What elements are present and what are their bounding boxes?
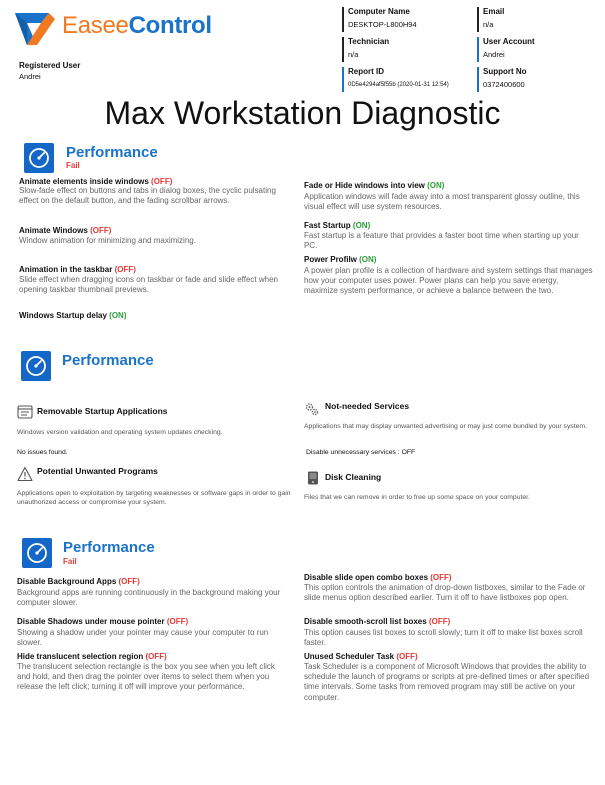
status-off: (OFF) <box>396 652 418 661</box>
warning-icon <box>17 466 33 482</box>
status-off: (OFF) <box>430 573 452 582</box>
speedometer-icon <box>21 351 51 381</box>
status-off: (OFF) <box>166 617 189 626</box>
page-title: Max Workstation Diagnostic <box>104 95 501 131</box>
item-name: Fade or Hide windows into view <box>304 181 425 190</box>
removable-startup-note: No issues found. <box>17 449 68 456</box>
item-desc: Window animation for minimizing and maximizing. <box>19 236 196 245</box>
item-name: Disable smooth-scroll list boxes <box>304 617 427 626</box>
status-off: (OFF) <box>118 577 140 586</box>
item-desc: Application windows will fade away into a most transparent glossy outline, this visual effect will use system resources. <box>304 192 580 212</box>
pup-desc: Applications open to exploitation by targeting weaknesses or software gaps in order to gain unauthorized access or compromise your system. <box>17 490 291 506</box>
technician-cell <box>342 37 467 62</box>
user-account-label: User Account <box>483 37 535 46</box>
item-name: Disable slide open combo boxes <box>304 573 429 582</box>
support-no-label: Support No <box>483 67 527 76</box>
item-name: Windows Startup delay <box>19 311 107 320</box>
status-off: (OFF) <box>428 617 451 626</box>
section3-status: Fail <box>63 557 77 566</box>
item-disable-shadows <box>17 617 188 627</box>
section1-status: Fail <box>66 161 80 170</box>
item-desc: Fast startup is a feature that provides a faster boot time when starting up your PC. <box>304 231 579 251</box>
disk-cleaning-desc: Files that we can remove in order to free up some space on your computer. <box>304 494 530 501</box>
item-name: Fast Startup <box>304 221 351 230</box>
item-name: Power Profilw <box>304 255 357 264</box>
item-desc: The translucent selection rectangle is the box you see when you left click and hold, and then drag the pointer over items to select them when you release the left click; turning it off will improve your performance. <box>17 662 275 692</box>
item-name: Animation in the taskbar <box>19 265 113 274</box>
user-account-value: Andrei <box>483 50 505 59</box>
removable-startup-title: Removable Startup Applications <box>37 406 168 416</box>
registered-user-value: Andrei <box>19 72 41 81</box>
item-name: Hide translucent selection region <box>17 652 144 661</box>
item-desc: A power plan profile is a collection of hardware and system settings that manages how your computer uses power. Power plans can help you save energy, maximize system performance, or achieve a balance between the two. <box>304 266 593 296</box>
item-desc: This option causes list boxes to scroll slowly; turn it off to make list boxes scroll faster. <box>304 628 583 648</box>
report-id-value: 0D5e4294af5f55b (2020-01-31 12:54) <box>348 82 449 88</box>
computer-name-value: DESKTOP-L800H94 <box>348 20 417 29</box>
item-fade-hide-windows <box>304 181 444 191</box>
item-fast-startup <box>304 221 370 231</box>
pup-title: Potential Unwanted Programs <box>37 466 158 476</box>
status-off: (OFF) <box>90 226 112 235</box>
email-value: n/a <box>483 20 494 29</box>
registered-user-label: Registered User <box>19 61 81 70</box>
status-off: (OFF) <box>145 652 167 661</box>
status-on: (ON) <box>109 311 127 320</box>
item-disable-smooth-scroll <box>304 617 450 627</box>
status-on: (ON) <box>352 221 371 230</box>
user-account-cell <box>477 37 597 62</box>
computer-name-cell <box>342 7 467 32</box>
services-desc: Applications that may display unwanted advertising or may just come bundled by your system. <box>304 423 587 430</box>
disk-drive-icon <box>305 470 321 486</box>
item-name: Animate elements inside windows <box>19 177 149 186</box>
support-no-value: 0372400600 <box>483 80 525 89</box>
disk-cleaning-title: Disk Cleaning <box>325 472 382 482</box>
item-desc: Slow-fade effect on buttons and tabs in dialog boxes, the cyclic pulsating effect on the default button, and the fading scrollbar arrows. <box>19 186 276 206</box>
status-on: (ON) <box>427 181 445 190</box>
item-power-profile <box>304 255 376 265</box>
logo-word-control: Control <box>128 12 212 39</box>
item-animation-taskbar <box>19 265 136 275</box>
item-desc: This option controls the animation of drop-down listboxes, similar to the Fade or slide menus option described earlier. Turn it off to have listboxes pop open. <box>304 583 586 603</box>
report-id-label: Report ID <box>348 67 384 76</box>
email-cell <box>477 7 597 32</box>
support-no-cell <box>477 67 597 92</box>
item-desc: Showing a shadow under your pointer may cause your computer to run slower. <box>17 628 269 648</box>
item-hide-translucent-selection <box>17 652 167 662</box>
report-id-cell <box>342 67 472 92</box>
computer-name-label: Computer Name <box>348 7 410 16</box>
item-name: Animate Windows <box>19 226 88 235</box>
item-name: Disable Shadows under mouse pointer <box>17 617 165 626</box>
technician-value: n/a <box>348 50 359 59</box>
item-animate-windows <box>19 226 111 236</box>
window-list-icon <box>17 404 33 420</box>
item-disable-combo-boxes <box>304 573 452 583</box>
brand-logo-text <box>62 11 212 41</box>
gears-icon <box>304 401 320 417</box>
item-startup-delay <box>19 311 127 321</box>
item-disable-background-apps <box>17 577 140 587</box>
item-name: Unused Scheduler Task <box>304 652 395 661</box>
item-desc: Task Scheduler is a component of Microsoft Windows that provides the ability to schedule the launch of programs or scripts at pre-defined times or after specified time intervals. Some tasks from removed program may still be active on your computer. <box>304 662 590 702</box>
speedometer-icon <box>22 538 52 568</box>
item-name: Disable Background Apps <box>17 577 117 586</box>
status-off: (OFF) <box>114 265 136 274</box>
services-note: Disable unnecessary services : OFF <box>306 449 416 456</box>
section3-title: Performance <box>63 539 155 556</box>
item-desc: Slide effect when dragging icons on taskbar or fade and slide effect when opening taskbar thumbnail previews. <box>19 275 278 295</box>
speedometer-icon <box>24 143 54 173</box>
removable-startup-desc: Windows version validation and operating system updates checking. <box>17 429 223 436</box>
status-on: (ON) <box>359 255 377 264</box>
section1-title: Performance <box>66 144 158 161</box>
item-unused-scheduler-task <box>304 652 418 662</box>
services-title: Not-needed Services <box>325 401 410 411</box>
technician-label: Technician <box>348 37 390 46</box>
easee-logo-icon <box>11 7 57 47</box>
email-label: Email <box>483 7 505 16</box>
status-off: (OFF) <box>151 177 173 186</box>
section2-title: Performance <box>62 352 154 369</box>
logo-word-easee: Easee <box>62 12 129 39</box>
item-desc: Background apps are running continuously in the background making your computer slower. <box>17 588 281 608</box>
